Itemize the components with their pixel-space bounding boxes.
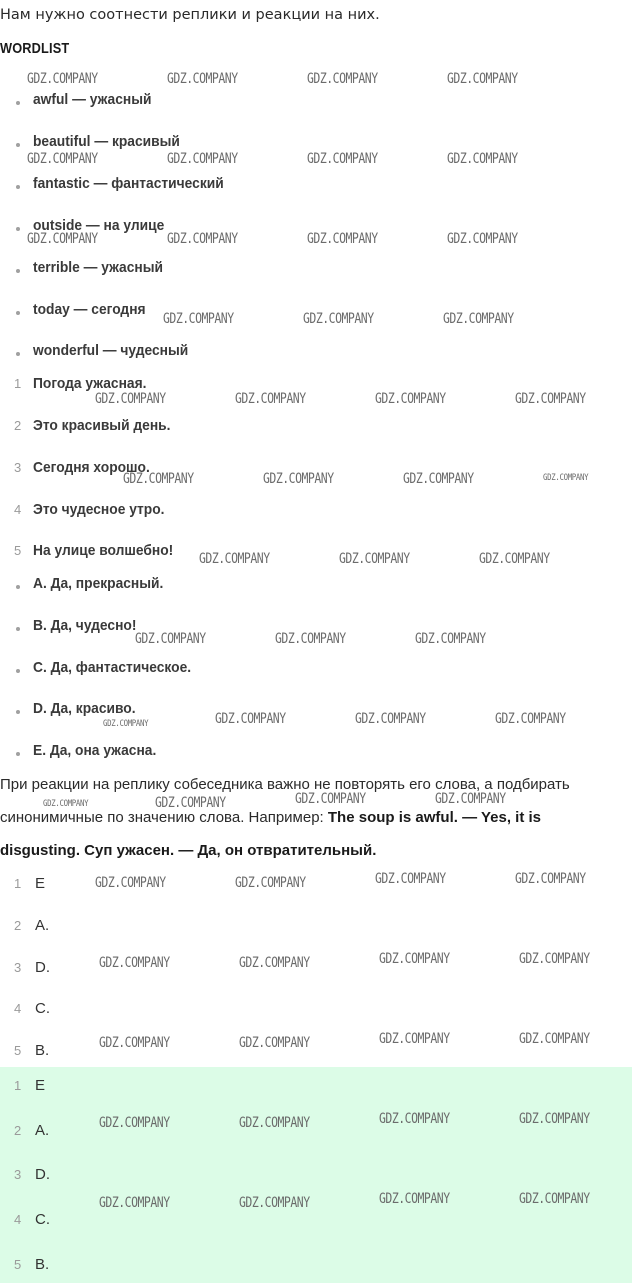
watermark: GDZ.COMPANY bbox=[167, 151, 238, 167]
answer-letter: D. bbox=[35, 959, 50, 976]
watermark: GDZ.COMPANY bbox=[123, 471, 194, 487]
watermark: GDZ.COMPANY bbox=[239, 1035, 310, 1051]
watermark: GDZ.COMPANY bbox=[495, 711, 566, 727]
watermark: GDZ.COMPANY bbox=[295, 791, 366, 807]
watermark: GDZ.COMPANY bbox=[163, 311, 234, 327]
answer-highlight-block bbox=[0, 1067, 632, 1283]
answer-letter: B. bbox=[35, 1256, 50, 1273]
watermark: GDZ.COMPANY bbox=[27, 71, 98, 87]
phrase-number: 4 bbox=[14, 502, 22, 517]
bullet-icon bbox=[16, 143, 20, 147]
watermark: GDZ.COMPANY bbox=[379, 951, 450, 967]
answer-letter: C. bbox=[35, 1000, 50, 1017]
wordlist-item-text: fantastic — фантастический bbox=[33, 175, 224, 192]
watermark: GDZ.COMPANY bbox=[443, 311, 514, 327]
wordlist-item-text: terrible — ужасный bbox=[33, 259, 164, 276]
answer-number: 5 bbox=[14, 1043, 22, 1058]
answer-number: 4 bbox=[14, 1001, 22, 1016]
watermark: GDZ.COMPANY bbox=[403, 471, 474, 487]
phrase-text: На улице волшебно! bbox=[33, 542, 174, 559]
bullet-icon bbox=[16, 227, 20, 231]
watermark: GDZ.COMPANY bbox=[375, 871, 446, 887]
response-text: C. Да, фантастическое. bbox=[33, 659, 192, 676]
wordlist-heading: WORDLIST bbox=[0, 40, 70, 57]
watermark: GDZ.COMPANY bbox=[519, 1191, 590, 1207]
watermark: GDZ.COMPANY bbox=[95, 391, 166, 407]
answer-letter: E bbox=[35, 1077, 46, 1094]
wordlist-item-text: awful — ужасный bbox=[33, 91, 152, 108]
watermark: GDZ.COMPANY bbox=[99, 955, 170, 971]
answer-number: 3 bbox=[14, 960, 22, 975]
answer-letter: A. bbox=[35, 917, 50, 934]
bullet-icon bbox=[16, 710, 20, 714]
watermark: GDZ.COMPANY bbox=[155, 795, 226, 811]
answer-number: 4 bbox=[14, 1212, 22, 1227]
watermark: GDZ.COMPANY bbox=[447, 231, 518, 247]
watermark: GDZ.COMPANY bbox=[235, 875, 306, 891]
bullet-icon bbox=[16, 269, 20, 273]
watermark: GDZ.COMPANY bbox=[27, 231, 98, 247]
watermark: GDZ.COMPANY bbox=[239, 1195, 310, 1211]
response-text: E. Да, она ужасна. bbox=[33, 742, 157, 759]
explanation-note bbox=[0, 768, 625, 867]
watermark: GDZ.COMPANY bbox=[515, 871, 586, 887]
watermark: GDZ.COMPANY bbox=[235, 391, 306, 407]
wordlist-item-text: beautiful — красивый bbox=[33, 133, 180, 150]
watermark: GDZ.COMPANY bbox=[99, 1115, 170, 1131]
bullet-icon bbox=[16, 669, 20, 673]
answer-number: 5 bbox=[14, 1257, 22, 1272]
answer-number: 3 bbox=[14, 1167, 22, 1182]
watermark: GDZ.COMPANY bbox=[95, 875, 166, 891]
watermark: GDZ.COMPANY bbox=[43, 799, 89, 809]
watermark: GDZ.COMPANY bbox=[27, 151, 98, 167]
watermark: GDZ.COMPANY bbox=[99, 1035, 170, 1051]
answer-letter: D. bbox=[35, 1166, 50, 1183]
bullet-icon bbox=[16, 752, 20, 756]
phrase-text: Сегодня хорошо. bbox=[33, 459, 150, 476]
watermark: GDZ.COMPANY bbox=[303, 311, 374, 327]
watermark: GDZ.COMPANY bbox=[355, 711, 426, 727]
watermark: GDZ.COMPANY bbox=[167, 231, 238, 247]
phrase-number: 3 bbox=[14, 460, 22, 475]
watermark: GDZ.COMPANY bbox=[99, 1195, 170, 1211]
answer-number: 2 bbox=[14, 918, 22, 933]
watermark: GDZ.COMPANY bbox=[307, 71, 378, 87]
answer-number: 2 bbox=[14, 1123, 22, 1138]
watermark: GDZ.COMPANY bbox=[415, 631, 486, 647]
watermark: GDZ.COMPANY bbox=[435, 791, 506, 807]
watermark: GDZ.COMPANY bbox=[167, 71, 238, 87]
intro-text: Нам нужно соотнести реплики и реакции на них. bbox=[0, 7, 380, 23]
watermark: GDZ.COMPANY bbox=[543, 473, 589, 483]
watermark: GDZ.COMPANY bbox=[307, 151, 378, 167]
wordlist-item-text: wonderful — чудесный bbox=[33, 342, 189, 359]
phrase-number: 1 bbox=[14, 376, 22, 391]
watermark: GDZ.COMPANY bbox=[307, 231, 378, 247]
watermark: GDZ.COMPANY bbox=[379, 1031, 450, 1047]
watermark: GDZ.COMPANY bbox=[447, 71, 518, 87]
watermark: GDZ.COMPANY bbox=[239, 955, 310, 971]
answer-number: 1 bbox=[14, 876, 22, 891]
answer-letter: A. bbox=[35, 1122, 50, 1139]
watermark: GDZ.COMPANY bbox=[379, 1111, 450, 1127]
watermark: GDZ.COMPANY bbox=[379, 1191, 450, 1207]
watermark: GDZ.COMPANY bbox=[239, 1115, 310, 1131]
bullet-icon bbox=[16, 185, 20, 189]
watermark: GDZ.COMPANY bbox=[375, 391, 446, 407]
answer-letter: E bbox=[35, 875, 46, 892]
bullet-icon bbox=[16, 585, 20, 589]
phrase-text: Это чудесное утро. bbox=[33, 501, 165, 518]
wordlist-item-text: outside — на улице bbox=[33, 217, 165, 234]
bullet-icon bbox=[16, 311, 20, 315]
bullet-icon bbox=[16, 101, 20, 105]
watermark: GDZ.COMPANY bbox=[339, 551, 410, 567]
explanation-example: The soup is awful. — Yes, it is disgusting. Суп ужасен. — Да, он отвратительный. bbox=[0, 809, 542, 859]
explanation-text: При реакции на реплику собеседника важно не повторять его слова, а подбирать синонимичные по значению слова. Например: bbox=[0, 776, 570, 826]
phrase-text: Это красивый день. bbox=[33, 417, 171, 434]
phrase-number: 5 bbox=[14, 543, 22, 558]
watermark: GDZ.COMPANY bbox=[135, 631, 206, 647]
watermark: GDZ.COMPANY bbox=[519, 1031, 590, 1047]
watermark: GDZ.COMPANY bbox=[519, 951, 590, 967]
response-text: D. Да, красиво. bbox=[33, 700, 136, 717]
bullet-icon bbox=[16, 352, 20, 356]
response-text: A. Да, прекрасный. bbox=[33, 575, 164, 592]
phrase-text: Погода ужасная. bbox=[33, 375, 147, 392]
watermark: GDZ.COMPANY bbox=[479, 551, 550, 567]
watermark: GDZ.COMPANY bbox=[275, 631, 346, 647]
response-text: B. Да, чудесно! bbox=[33, 617, 137, 634]
answer-letter: B. bbox=[35, 1042, 50, 1059]
watermark: GDZ.COMPANY bbox=[515, 391, 586, 407]
watermark: GDZ.COMPANY bbox=[447, 151, 518, 167]
answer-number: 1 bbox=[14, 1078, 22, 1093]
watermark: GDZ.COMPANY bbox=[199, 551, 270, 567]
watermark: GDZ.COMPANY bbox=[519, 1111, 590, 1127]
phrase-number: 2 bbox=[14, 418, 22, 433]
watermark: GDZ.COMPANY bbox=[263, 471, 334, 487]
answer-letter: C. bbox=[35, 1211, 50, 1228]
wordlist-item-text: today — сегодня bbox=[33, 301, 146, 318]
bullet-icon bbox=[16, 627, 20, 631]
watermark: GDZ.COMPANY bbox=[215, 711, 286, 727]
watermark: GDZ.COMPANY bbox=[103, 719, 149, 729]
